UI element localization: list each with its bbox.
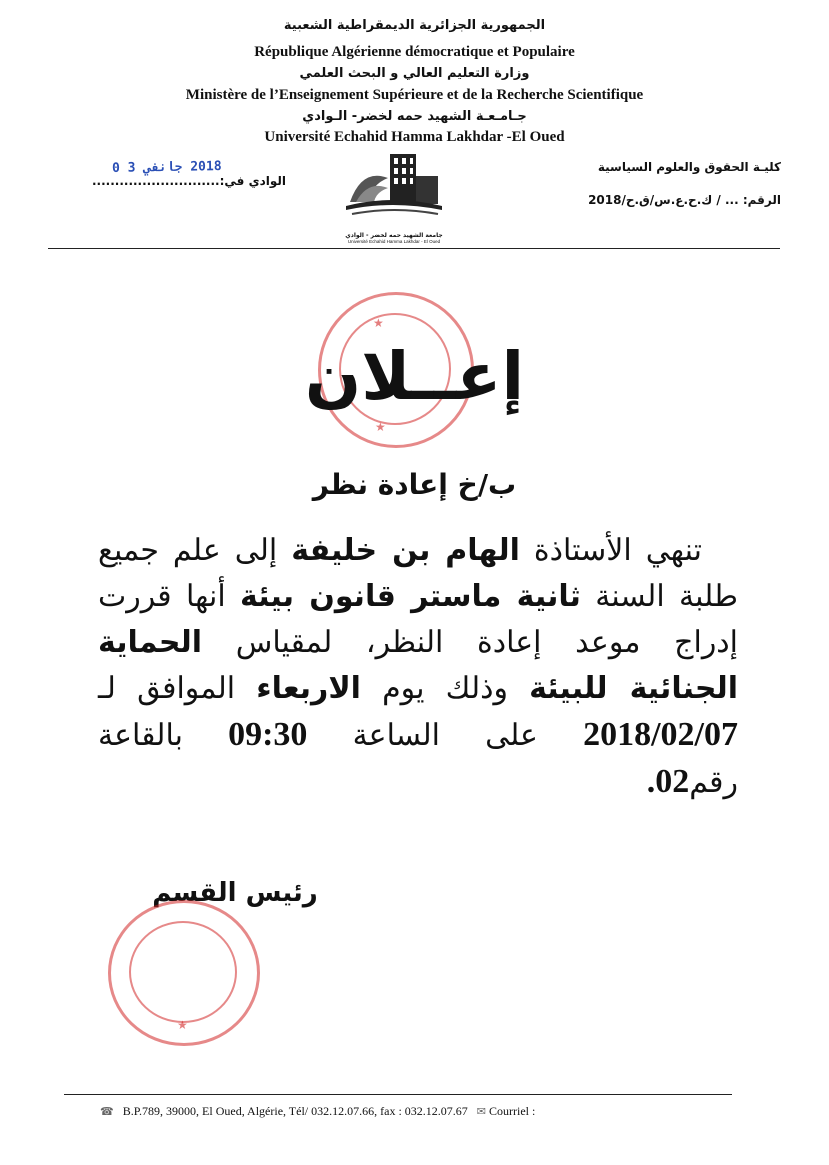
date-stamp: 2018 جانفي 3 0 <box>111 159 222 176</box>
signature-title: رئيس القسم <box>152 878 318 908</box>
ministry-french: Ministère de l’Enseignement Supérieure et de la Recherche Scientifique <box>185 87 644 103</box>
student-level: ثانية ماستر قانون بيئة <box>240 579 581 614</box>
exam-day: الاربعاء <box>256 671 361 706</box>
phone-icon: ☎ <box>100 1105 114 1118</box>
place-dots: ............................ <box>91 174 220 188</box>
exam-time: 09:30 <box>228 716 308 753</box>
notice-body <box>98 528 738 806</box>
faculty-name: كليـة الحقوق والعلوم السياسية <box>597 160 781 174</box>
republic-arabic: الجمهورية الجزائرية الديمقراطية الشعبية <box>283 18 546 33</box>
room-number: 02. <box>646 763 690 800</box>
svg-text:★: ★ <box>177 1018 188 1032</box>
footer-email-label: Courriel : <box>489 1104 536 1118</box>
university-arabic: جـامـعـة الشهيد حمه لخضر- الـوادي <box>302 109 527 124</box>
official-stamp-bottom <box>108 900 260 1046</box>
header-divider <box>48 248 780 249</box>
ministry-arabic: وزارة التعليم العالي و البحث العلمي <box>299 66 530 81</box>
course-name-part1: الحماية <box>98 625 203 660</box>
logo-caption-arabic: جامعة الشهيد حمه لخضر - الوادي <box>345 232 443 239</box>
svg-text:★: ★ <box>375 420 386 434</box>
course-name-part2: الجنائية للبيئة <box>529 671 738 706</box>
footer-contact <box>100 1104 535 1119</box>
reference-label: الرقم: .. <box>729 193 781 207</box>
reference-value: . / ك.ح.ع.س/ق.ح/2018 <box>588 193 730 207</box>
body-line-1: تنهي الأستاذة الهام بن خليفة إلى علم جميع <box>98 533 702 568</box>
university-french: Université Echahid Hamma Lakhdar -El Oued <box>264 129 565 145</box>
svg-text:★: ★ <box>373 316 384 330</box>
logo-caption-french: Université Echahid Hamma Lakhdar - El Oued <box>347 239 441 244</box>
notice-title: إعــلان <box>304 338 525 415</box>
exam-date: 2018/02/07 <box>583 716 738 753</box>
professor-name: الهام بن خليفة <box>291 533 520 568</box>
body-line-5: 2018/02/07 على الساعة 09:30 بالقاعة <box>98 716 738 753</box>
place-label: الوادي في: <box>219 174 286 188</box>
reference-number <box>588 193 781 207</box>
footer-divider <box>64 1094 732 1095</box>
body-line-6: رقم02. <box>646 763 738 800</box>
footer-address: B.P.789, 39000, El Oued, Algérie, Tél/ 032.12.07.66, fax : 032.12.07.67 <box>122 1104 468 1118</box>
body-line-4: الجنائية للبيئة وذلك يوم الاربعاء الموافق لـ <box>98 671 738 706</box>
email-icon: ✉ <box>476 1105 487 1118</box>
notice-subject: ب/خ إعادة نظر <box>312 468 517 501</box>
body-line-2: طلبة السنة ثانية ماستر قانون بيئة أنها قررت <box>98 579 738 614</box>
stamp-star-icon <box>111 903 257 1043</box>
university-logo-icon <box>342 148 446 228</box>
republic-french: République Algérienne démocratique et Populaire <box>254 44 575 60</box>
place-date-line <box>66 174 286 188</box>
university-logo <box>342 148 446 244</box>
body-line-3: إدراج موعد إعادة النظر، لمقياس الحماية <box>98 625 738 660</box>
